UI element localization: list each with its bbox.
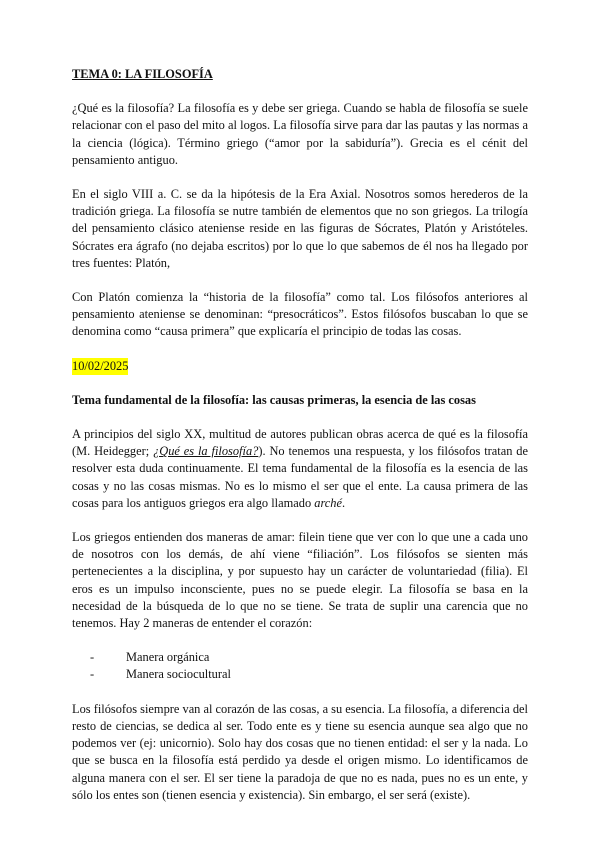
heidegger-text-before: A principios del siglo XX, multitud de autores publican obras acerca de qué es la filosofía (M. Heidegger; [72, 427, 528, 459]
section-subheading: Tema fundamental de la filosofía: las causas primeras, la esencia de las cosas [72, 392, 476, 407]
heidegger-text-end: . [342, 495, 346, 510]
paragraph-intro-2: En el siglo VIII a. C. se da la hipótesis de la Era Axial. Nosotros somos herederos de la tradición griega. La filosofía se nutre también de elementos que no son griegos. La trilogía del pensamiento clásico ateniense reside en las figuras de Sócrates, Platón y Aristóteles. Sócrates era ágrafo (no dejaba escritos) por lo que lo que sabemos de él nos ha llegado por tres fuentes: Platón, [72, 187, 528, 270]
heart-types-list [72, 649, 528, 683]
list-dash: - [90, 667, 95, 682]
paragraph-intro-1: ¿Qué es la filosofía? La filosofía es y debe ser griega. Cuando se habla de filosofía se suele relacionar con el paso del mito al logos. La filosofía sirve para dar las pautas y las normas a la ciencia (lógica). Término griego (“amor por la sabiduría”). Grecia es el cénit del pensamiento antiguo. [72, 101, 528, 167]
document-page [72, 66, 528, 821]
highlighted-date: 10/02/2025 [72, 358, 128, 375]
paragraph-amor: Los griegos entienden dos maneras de amar: filein tiene que ver con lo que une a cada uno de nosotros con los demás, de ahí viene “filiación”. Los filósofos se sienten más pertenecientes a la disciplina, y por supuesto hay un carácter de voluntariedad (filia). El eros es un impulso inconsciente, pues no se puede elegir. La filosofía se basa en la necesidad de la búsqueda de lo que no se tiene. Se trata de suplir una carencia que no tenemos. Hay 2 maneras de entender el corazón: [72, 530, 528, 631]
term-arche: arché [314, 495, 343, 510]
paragraph-intro-3: Con Platón comienza la “historia de la filosofía” como tal. Los filósofos anteriores al pensamiento ateniense se denominan: “presocráticos”. Estos filósofos buscaban lo que se denomina como “causa primera” que explicaría el principio de todas las cosas. [72, 290, 528, 339]
list-dash: - [90, 650, 95, 665]
paragraph-final: Los filósofos siempre van al corazón de las cosas, a su esencia. La filosofía, a diferencia del resto de ciencias, se dedica al ser. Todo ente es y tiene su esencia aunque sea algo que no podemos ver (ej: unicornio). Solo hay dos cosas que no tienen entidad: el ser y la nada. Lo que se busca en la filosofía está perdido ya desde el origen mismo. Lo identificamos de alguna manera con el ser. El ser tiene la paradoja de que no es nada, pues no es un ente, y sólo los entes son (tienen esencia y existencia). Sin embargo, el ser será (existe). [72, 701, 528, 802]
paragraph-heidegger [72, 426, 528, 512]
list-item-text: Manera sociocultural [126, 667, 231, 682]
list-item [90, 666, 528, 683]
heidegger-text-after: ). No tenemos una respuesta, y los filósofos tratan de resolver esta duda continuamente. El tema fundamental de la filosofía es la esencia de las cosas y no las cosas mismas. No es lo mismo el ser que el ente. La causa primera de las cosas para los antiguos griegos era algo llamado [72, 444, 528, 510]
list-item [90, 649, 528, 666]
document-title: TEMA 0: LA FILOSOFÍA [72, 67, 213, 81]
list-item-text: Manera orgánica [126, 650, 210, 665]
book-title: ¿Qué es la filosofía? [153, 444, 259, 459]
